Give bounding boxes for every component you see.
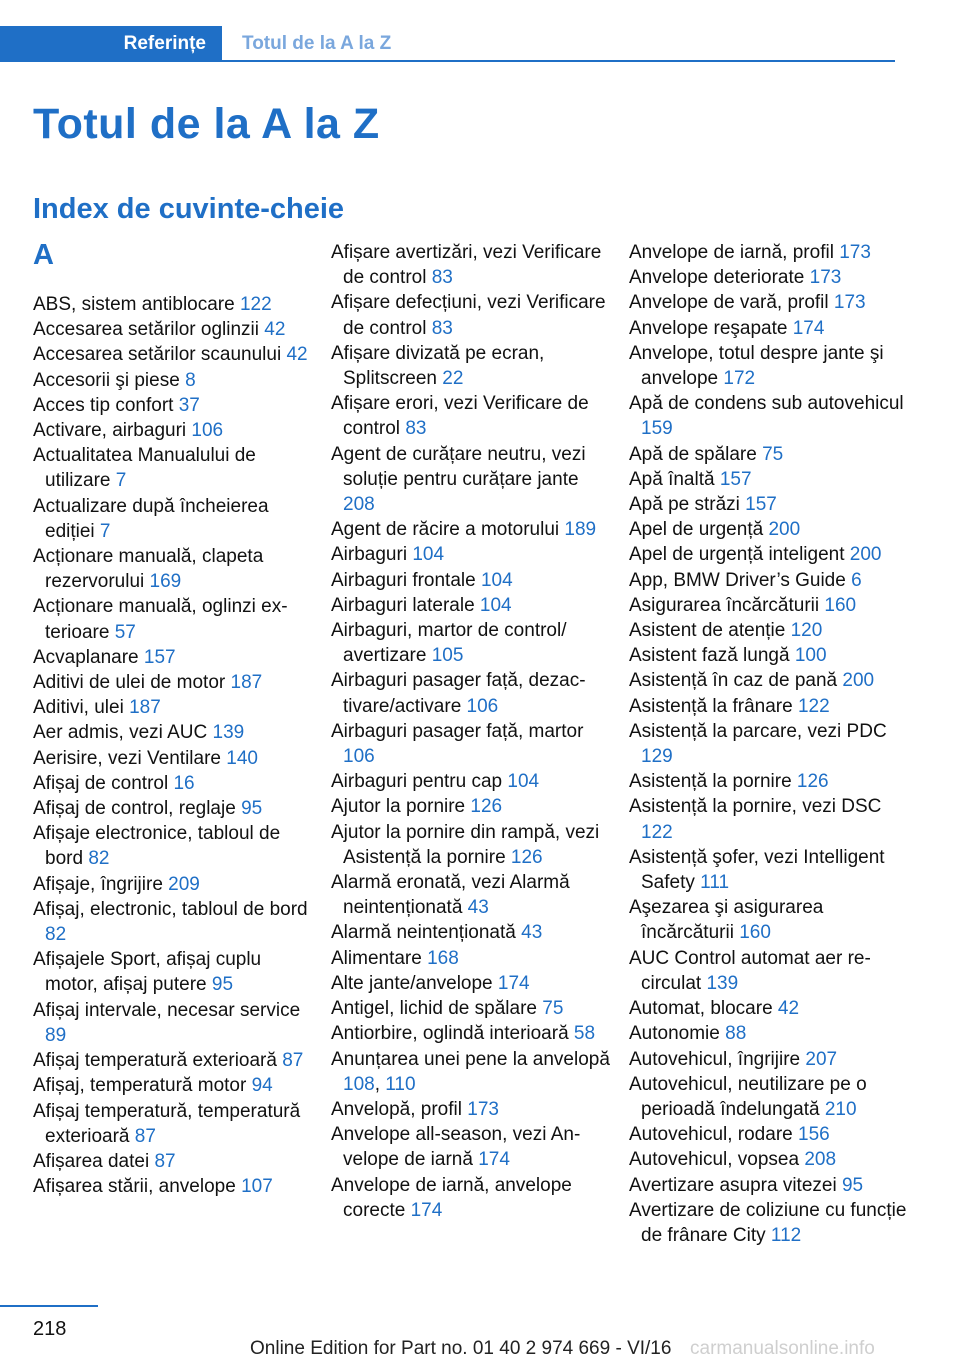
index-entry (331, 542, 611, 567)
index-entry (629, 290, 909, 315)
page-link[interactable]: 7 (115, 470, 127, 492)
index-term: Ajutor la pornire din rampă, vezi Asistență la pornire (331, 821, 600, 868)
index-entry (331, 517, 611, 542)
page-link[interactable]: 208 (804, 1149, 837, 1171)
index-entry (33, 1048, 313, 1073)
index-entry (331, 1122, 611, 1172)
index-term: Asistență la pornire, vezi DSC (629, 796, 882, 818)
index-entry (33, 292, 313, 317)
index-entry (331, 391, 611, 441)
index-entry (629, 1147, 909, 1172)
page-link[interactable]: 43 (521, 922, 543, 944)
index-term: Airbaguri pentru cap (331, 771, 508, 793)
index-entry (331, 668, 611, 718)
index-entry (629, 1122, 909, 1147)
index-entry (331, 593, 611, 618)
index-column-3 (629, 240, 909, 1248)
index-term: Afișare divizată pe ecran, Splitscreen (331, 342, 545, 390)
page-link[interactable]: 187 (230, 672, 263, 694)
page-link[interactable]: 200 (842, 670, 875, 692)
index-entry (331, 946, 611, 971)
index-entry (33, 771, 313, 796)
index-term: Agent de răcire a motorului (331, 519, 565, 541)
index-entries (33, 292, 313, 1199)
index-term: Asistent de atenție (629, 620, 791, 642)
page-link[interactable]: 126 (510, 846, 543, 868)
index-term: Anvelope de iarnă, profil (629, 242, 840, 263)
page-link[interactable]: 106 (466, 695, 499, 717)
page-separator: , (374, 1073, 386, 1095)
index-entry (331, 290, 611, 340)
page-link[interactable]: 6 (851, 569, 862, 591)
index-entry (629, 794, 909, 844)
page-link[interactable]: 43 (467, 897, 489, 919)
index-entry (33, 746, 313, 771)
page-link[interactable]: 104 (507, 771, 540, 793)
index-entry (629, 391, 909, 441)
index-entry (331, 820, 611, 870)
index-term: Actualizare după încheierea ediției (33, 495, 269, 542)
page-link[interactable]: 156 (798, 1124, 830, 1146)
index-entries (331, 240, 611, 1223)
page-link[interactable]: 160 (739, 922, 771, 944)
index-entry (331, 618, 611, 668)
index-entry (33, 443, 313, 493)
index-entry (331, 1047, 611, 1097)
page-link[interactable]: 82 (45, 924, 67, 946)
page-link[interactable]: 173 (809, 267, 842, 289)
index-entry (629, 694, 909, 719)
index-term: Antigel, lichid de spălare (331, 998, 543, 1020)
index-term: Accesorii şi piese (33, 369, 186, 391)
page-link[interactable]: 110 (385, 1073, 416, 1095)
index-term: Apă de condens sub autovehicul (629, 393, 904, 415)
index-entry (629, 1047, 909, 1072)
index-entry (33, 418, 313, 443)
index-entry (629, 719, 909, 769)
index-term: App, BMW Driver’s Guide (629, 569, 852, 591)
index-term: Acționare manuală, clapeta rezervorului (33, 546, 264, 593)
index-entry (629, 946, 909, 996)
page-link[interactable]: 111 (700, 872, 730, 894)
index-term: Ajutor la pornire (331, 796, 471, 818)
page-link[interactable]: 172 (723, 368, 756, 390)
page-link[interactable]: 210 (824, 1098, 857, 1120)
index-entry (33, 872, 313, 897)
index-term: Anvelope all-season, vezi Anvelope de iarnă (331, 1124, 581, 1171)
section-subtitle: Index de cuvinte-cheie (33, 193, 345, 225)
index-entry (331, 996, 611, 1021)
index-term: Activare, airbaguri (33, 420, 192, 442)
index-term: Alimentare (331, 947, 428, 969)
page-link[interactable]: 16 (173, 772, 195, 794)
index-term: Afișajele Sport, afișaj cuplu motor, afișaj putere (33, 949, 262, 996)
index-term: Avertizare de coliziune cu funcție de frânare City (629, 1199, 907, 1246)
page-link[interactable]: 169 (149, 571, 182, 593)
index-term: Asistent fază lungă (629, 645, 795, 667)
page-link[interactable]: 157 (719, 468, 752, 490)
page-link[interactable]: 87 (154, 1150, 176, 1172)
index-entry (33, 670, 313, 695)
page-link[interactable]: 106 (191, 420, 224, 442)
index-entry (33, 695, 313, 720)
index-entry (331, 341, 611, 391)
index-entry (331, 719, 611, 769)
page-link[interactable]: 107 (241, 1176, 273, 1198)
index-term: Autovehicul, rodare (629, 1124, 798, 1146)
index-term: Afișaj, electronic, tabloul de bord (33, 898, 308, 920)
page-link[interactable]: 94 (251, 1075, 273, 1097)
index-term: Accesarea setărilor oglinzii (33, 319, 265, 341)
page-link[interactable]: 157 (745, 494, 777, 516)
page-link[interactable]: 126 (796, 771, 829, 793)
index-entry (629, 1072, 909, 1122)
page-link[interactable]: 42 (286, 344, 308, 366)
index-entry (331, 1173, 611, 1223)
page-link[interactable]: 58 (573, 1023, 596, 1045)
index-entry (33, 342, 313, 367)
index-term: Anvelope, totul despre jante şi anvelope (629, 342, 884, 390)
index-term: Alarmă neintenționată (331, 922, 522, 944)
index-entry (629, 643, 909, 668)
page-link[interactable]: 173 (833, 292, 866, 314)
page-link[interactable]: 209 (168, 873, 200, 895)
page-link[interactable]: 200 (849, 544, 882, 566)
index-entry (331, 794, 611, 819)
index-term: Aşezarea şi asigurarea încărcăturii (629, 897, 824, 944)
index-term: Agent de curățare neutru, vezi soluție pentru curățare jante (331, 443, 586, 490)
index-entry (331, 240, 611, 290)
index-term: Acvaplanare (33, 646, 144, 668)
index-term: Alte jante/anvelope (331, 972, 498, 994)
index-term: Airbaguri (331, 544, 413, 566)
index-entry (629, 568, 909, 593)
index-term: Afișaje electronice, tabloul de bord (33, 823, 281, 870)
index-entry (331, 568, 611, 593)
tab-totul-de-la-a-la-z[interactable]: Totul de la A la Z (242, 32, 392, 54)
index-term: Automat, blocare (629, 998, 778, 1020)
index-term: Asigurarea încărcăturii (629, 594, 825, 616)
index-entry (629, 341, 909, 391)
index-term: Anvelope deteriorate (629, 267, 810, 289)
index-entry (33, 947, 313, 997)
index-term: Airbaguri pasager față, dezactivare/activare (331, 670, 586, 717)
page-title: Totul de la A la Z (33, 100, 380, 148)
page-link[interactable]: 139 (212, 722, 245, 744)
page-link[interactable]: 174 (497, 972, 530, 994)
index-entry (629, 542, 909, 567)
index-entry (629, 1198, 909, 1248)
index-entry (629, 769, 909, 794)
index-term: Acces tip confort (33, 394, 179, 416)
page-link[interactable]: 82 (88, 848, 110, 870)
index-entry (331, 442, 611, 518)
page-link[interactable]: 173 (839, 242, 871, 263)
index-term: Apă pe străzi (629, 494, 746, 516)
index-term: Apel de urgență inteligent (629, 544, 850, 566)
page-link[interactable]: 22 (442, 368, 464, 390)
page-link[interactable]: 208 (343, 494, 375, 516)
page-link[interactable]: 139 (706, 972, 739, 994)
index-entry (629, 996, 909, 1021)
index-entry (629, 668, 909, 693)
index-term: Aditivi, ulei (33, 697, 130, 719)
page-link[interactable]: 140 (226, 747, 258, 769)
index-term: Afișare erori, vezi Verificare de control (331, 393, 589, 440)
index-term: Afișare defecțiuni, vezi Verificare de control (331, 292, 606, 339)
index-entry (629, 618, 909, 643)
index-term: Alarmă eronată, vezi Alarmă neintenționată (331, 872, 570, 919)
index-column-2 (331, 240, 611, 1223)
index-entry (33, 897, 313, 947)
footer-divider (0, 1305, 98, 1307)
page-number: 218 (33, 1318, 67, 1340)
index-term: Autovehicul, vopsea (629, 1149, 805, 1171)
index-entry (629, 1021, 909, 1046)
page-link[interactable]: 104 (479, 594, 512, 616)
page-link[interactable]: 122 (641, 821, 673, 843)
page-link[interactable]: 207 (805, 1048, 838, 1070)
page-link[interactable]: 100 (794, 645, 827, 667)
watermark: carmanualsonline.info (690, 1338, 875, 1359)
index-term: Asistență la frânare (629, 695, 798, 717)
header-divider (0, 60, 895, 62)
index-entry (629, 442, 909, 467)
page-link[interactable]: 83 (431, 317, 453, 339)
index-entry (331, 1021, 611, 1046)
index-term: Afișarea datei (33, 1150, 155, 1172)
page-link[interactable]: 173 (467, 1098, 499, 1120)
index-term: Afișaj de control, reglaje (33, 798, 242, 820)
index-entry (629, 1173, 909, 1198)
index-term: Airbaguri laterale (331, 594, 480, 616)
index-entry (33, 796, 313, 821)
index-term: ABS, sistem antiblocare (33, 294, 240, 315)
index-entry (331, 920, 611, 945)
index-entry (629, 265, 909, 290)
index-entry (629, 467, 909, 492)
page-link[interactable]: 83 (405, 418, 427, 440)
page-link[interactable]: 88 (725, 1023, 747, 1045)
index-term: Anvelope de vară, profil (629, 292, 834, 314)
page-link[interactable]: 83 (431, 267, 453, 289)
index-entry (629, 240, 909, 265)
page-link[interactable]: 108 (343, 1073, 375, 1095)
page-link[interactable]: 8 (185, 369, 196, 391)
index-term: Actualitatea Manualului de utilizare (33, 445, 256, 492)
index-term: Afișaj de control (33, 772, 174, 794)
page-link[interactable]: 104 (480, 569, 513, 591)
index-term: Afișaj temperatură, temperatură exterioară (33, 1100, 301, 1147)
index-term: Anvelopă, profil (331, 1098, 468, 1120)
index-entry (331, 1097, 611, 1122)
page-link[interactable]: 105 (431, 645, 464, 667)
index-entry (33, 368, 313, 393)
index-entry (33, 1174, 313, 1199)
page-link[interactable]: 95 (211, 974, 234, 996)
index-term: Apel de urgență (629, 519, 769, 541)
page-link[interactable]: 104 (412, 544, 445, 566)
page-link[interactable]: 160 (824, 594, 857, 616)
index-term: Afișaj temperatură exterioară (33, 1050, 283, 1072)
page-link[interactable]: 75 (542, 998, 564, 1020)
index-term: Accesarea setărilor scaunului (33, 344, 287, 366)
index-term: Afișaj, temperatură motor (33, 1075, 252, 1097)
index-entries (629, 240, 909, 1248)
page-link[interactable]: 75 (762, 443, 784, 465)
index-entry (629, 316, 909, 341)
index-entry (33, 594, 313, 644)
index-entry (33, 720, 313, 745)
index-term: Afișarea stării, anvelope (33, 1176, 242, 1198)
index-entry (629, 517, 909, 542)
index-entry (331, 870, 611, 920)
index-entry (33, 1149, 313, 1174)
index-term: Airbaguri frontale (331, 569, 481, 591)
index-term: Antiorbire, oglindă interioară (331, 1023, 574, 1045)
page-link[interactable]: 89 (45, 1024, 67, 1046)
index-term: Afișare avertizări, vezi Verificare de control (331, 242, 602, 289)
edition-note: Online Edition for Part no. 01 40 2 974 669 - VI/16 (250, 1338, 672, 1359)
index-entry (629, 492, 909, 517)
index-term: Aer admis, vezi AUC (33, 722, 213, 744)
index-term: Afișaj intervale, necesar service (33, 999, 301, 1021)
index-term: Asistență în caz de pană (629, 670, 843, 692)
index-entry (629, 845, 909, 895)
index-letter: A (33, 239, 54, 271)
index-column-1 (33, 240, 313, 1199)
index-term: Asistență la pornire (629, 771, 797, 793)
page-link[interactable]: 122 (239, 294, 272, 315)
index-term: Avertizare asupra vitezei (629, 1174, 842, 1196)
index-term: Autovehicul, îngrijire (629, 1048, 806, 1070)
page-link[interactable]: 129 (641, 746, 673, 768)
index-entry (33, 998, 313, 1048)
index-term: Afișaje, îngrijire (33, 873, 169, 895)
index-entry (33, 494, 313, 544)
index-entry (33, 317, 313, 342)
index-term: Autonomie (629, 1023, 726, 1045)
index-entry (33, 645, 313, 670)
page-link[interactable]: 174 (792, 317, 825, 339)
page-link[interactable]: 187 (129, 697, 161, 719)
index-entry (331, 971, 611, 996)
index-term: Aditivi de ulei de motor (33, 672, 231, 694)
page-link[interactable]: 106 (343, 746, 375, 768)
index-entry (629, 895, 909, 945)
index-entry (33, 1099, 313, 1149)
page-link[interactable]: 174 (478, 1149, 510, 1171)
index-term: Anvelope reşapate (629, 317, 793, 339)
index-term: Asistență la parcare, vezi PDC (629, 720, 887, 742)
index-entry (33, 544, 313, 594)
page-link[interactable]: 174 (410, 1199, 443, 1221)
page-link[interactable]: 159 (641, 418, 673, 440)
page-link[interactable]: 122 (797, 695, 830, 717)
page-link[interactable]: 7 (99, 520, 111, 542)
index-term: AUC Control automat aer recirculat (629, 947, 871, 994)
page-link[interactable]: 42 (777, 998, 800, 1020)
index-term: Apă de spălare (629, 443, 763, 465)
index-term: Airbaguri pasager față, martor (331, 720, 584, 742)
index-term: Autovehicul, neutilizare pe o perioadă îndelungată (629, 1073, 867, 1120)
index-term: Apă înaltă (629, 468, 720, 490)
tab-referinte[interactable]: Referințe (0, 26, 222, 61)
index-entry (33, 393, 313, 418)
index-term: Acționare manuală, oglinzi exterioare (33, 596, 288, 643)
page-link[interactable]: 57 (114, 621, 136, 643)
index-entry (629, 593, 909, 618)
page-link[interactable]: 95 (841, 1174, 864, 1196)
page-link[interactable]: 168 (427, 947, 459, 969)
page-link[interactable]: 42 (264, 319, 286, 341)
page-link[interactable]: 157 (143, 646, 176, 668)
page-link[interactable]: 112 (770, 1224, 802, 1246)
index-term: Aerisire, vezi Ventilare (33, 747, 227, 769)
index-term: Anvelope de iarnă, anvelope corecte (331, 1174, 572, 1221)
page-link[interactable]: 189 (564, 519, 597, 541)
page-link[interactable]: 87 (282, 1050, 304, 1072)
index-entry (33, 1073, 313, 1098)
index-entry (331, 769, 611, 794)
page-link[interactable]: 120 (790, 620, 823, 642)
index-term: Asistență şofer, vezi Intelligent Safety (629, 846, 885, 894)
index-term: Anunțarea unei pene la anvelopă (331, 1048, 610, 1070)
index-entry (33, 821, 313, 871)
page-link[interactable]: 126 (470, 796, 503, 818)
page-link[interactable]: 200 (768, 519, 801, 541)
page-link[interactable]: 95 (241, 798, 263, 820)
page-link[interactable]: 37 (178, 394, 200, 416)
page-link[interactable]: 87 (134, 1125, 156, 1147)
index-term: Airbaguri, martor de control/ avertizare (331, 620, 567, 667)
